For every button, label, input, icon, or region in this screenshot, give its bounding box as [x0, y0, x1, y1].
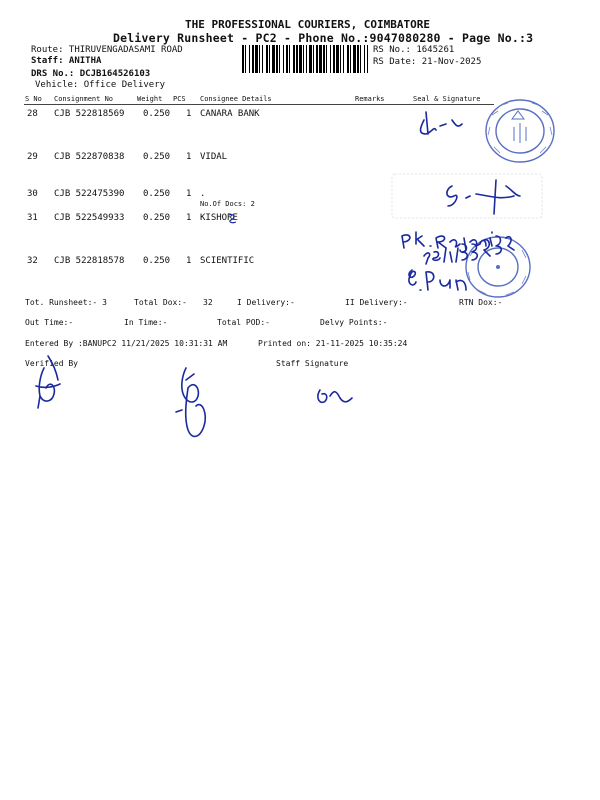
row-sno: 30	[27, 189, 38, 199]
col-seal: Seal & Signature	[413, 95, 481, 103]
col-consignment: Consignment No	[54, 95, 114, 103]
row-consignment: CJB 522870838	[54, 152, 125, 162]
vehicle: Vehicle: Office Delivery	[35, 80, 166, 90]
row-sno: 28	[27, 109, 38, 119]
staff: Staff: ANITHA	[31, 56, 102, 66]
rs-date: RS Date: 21-Nov-2025	[373, 57, 482, 67]
company-name: THE PROFESSIONAL COURIERS, COIMBATORE	[185, 18, 431, 31]
drs-number: DRS No.: DCJB164526103	[31, 69, 151, 79]
row-pcs: 1	[186, 109, 192, 119]
row-weight: 0.250	[143, 189, 171, 199]
runsheet-title: Delivery Runsheet - PC2 - Phone No.:9047080280 - Page No.:3	[113, 31, 534, 45]
row-weight: 0.250	[143, 213, 171, 223]
row-docs-note: No.Of Docs: 2	[200, 200, 255, 208]
ii-delivery: II Delivery:-	[345, 298, 408, 307]
row-sno: 29	[27, 152, 38, 162]
col-remarks: Remarks	[355, 95, 385, 103]
row-sno: 32	[27, 256, 38, 266]
entered-by: Entered By :BANUPC2 11/21/2025 10:31:31 AM	[25, 339, 228, 348]
row-sno: 31	[27, 213, 38, 223]
col-sno: S No	[25, 95, 42, 103]
row-consignee: VIDAL	[200, 152, 228, 162]
row-consignment: CJB 522475390	[54, 189, 125, 199]
row-weight: 0.250	[143, 109, 171, 119]
out-time: Out Time:-	[25, 318, 74, 327]
row-consignee: KISHORE	[200, 213, 238, 223]
tot-runsheet: Tot. Runsheet:- 3	[25, 298, 107, 307]
row-weight: 0.250	[143, 256, 171, 266]
delvy-points: Delvy Points:-	[320, 318, 388, 327]
i-delivery: I Delivery:-	[237, 298, 295, 307]
row-consignee: SCIENTIFIC	[200, 256, 255, 266]
row-consignee: CANARA BANK	[200, 109, 260, 119]
rs-number: RS No.: 1645261	[373, 45, 455, 55]
row-consignment: CJB 522818569	[54, 109, 125, 119]
row-pcs: 1	[186, 213, 192, 223]
total-dox-value: 32	[203, 298, 213, 307]
col-pcs: PCS	[173, 95, 186, 103]
route: Route: THIRUVENGADASAMI ROAD	[31, 45, 183, 55]
row-pcs: 1	[186, 256, 192, 266]
row-weight: 0.250	[143, 152, 171, 162]
in-time: In Time:-	[124, 318, 168, 327]
row-consignee: .	[200, 189, 206, 199]
staff-signature-label: Staff Signature	[276, 359, 349, 368]
verified-by: Verified By	[25, 359, 78, 368]
row-pcs: 1	[186, 189, 192, 199]
row-consignment: CJB 522818578	[54, 256, 125, 266]
row-consignment: CJB 522549933	[54, 213, 125, 223]
printed-on: Printed on: 21-11-2025 10:35:24	[258, 339, 408, 348]
total-pod: Total POD:-	[217, 318, 270, 327]
rtn-dox: RTN Dox:-	[459, 298, 503, 307]
col-consignee: Consignee Details	[200, 95, 272, 103]
row-pcs: 1	[186, 152, 192, 162]
col-weight: Weight	[137, 95, 163, 103]
total-dox-label: Total Dox:-	[134, 298, 187, 307]
